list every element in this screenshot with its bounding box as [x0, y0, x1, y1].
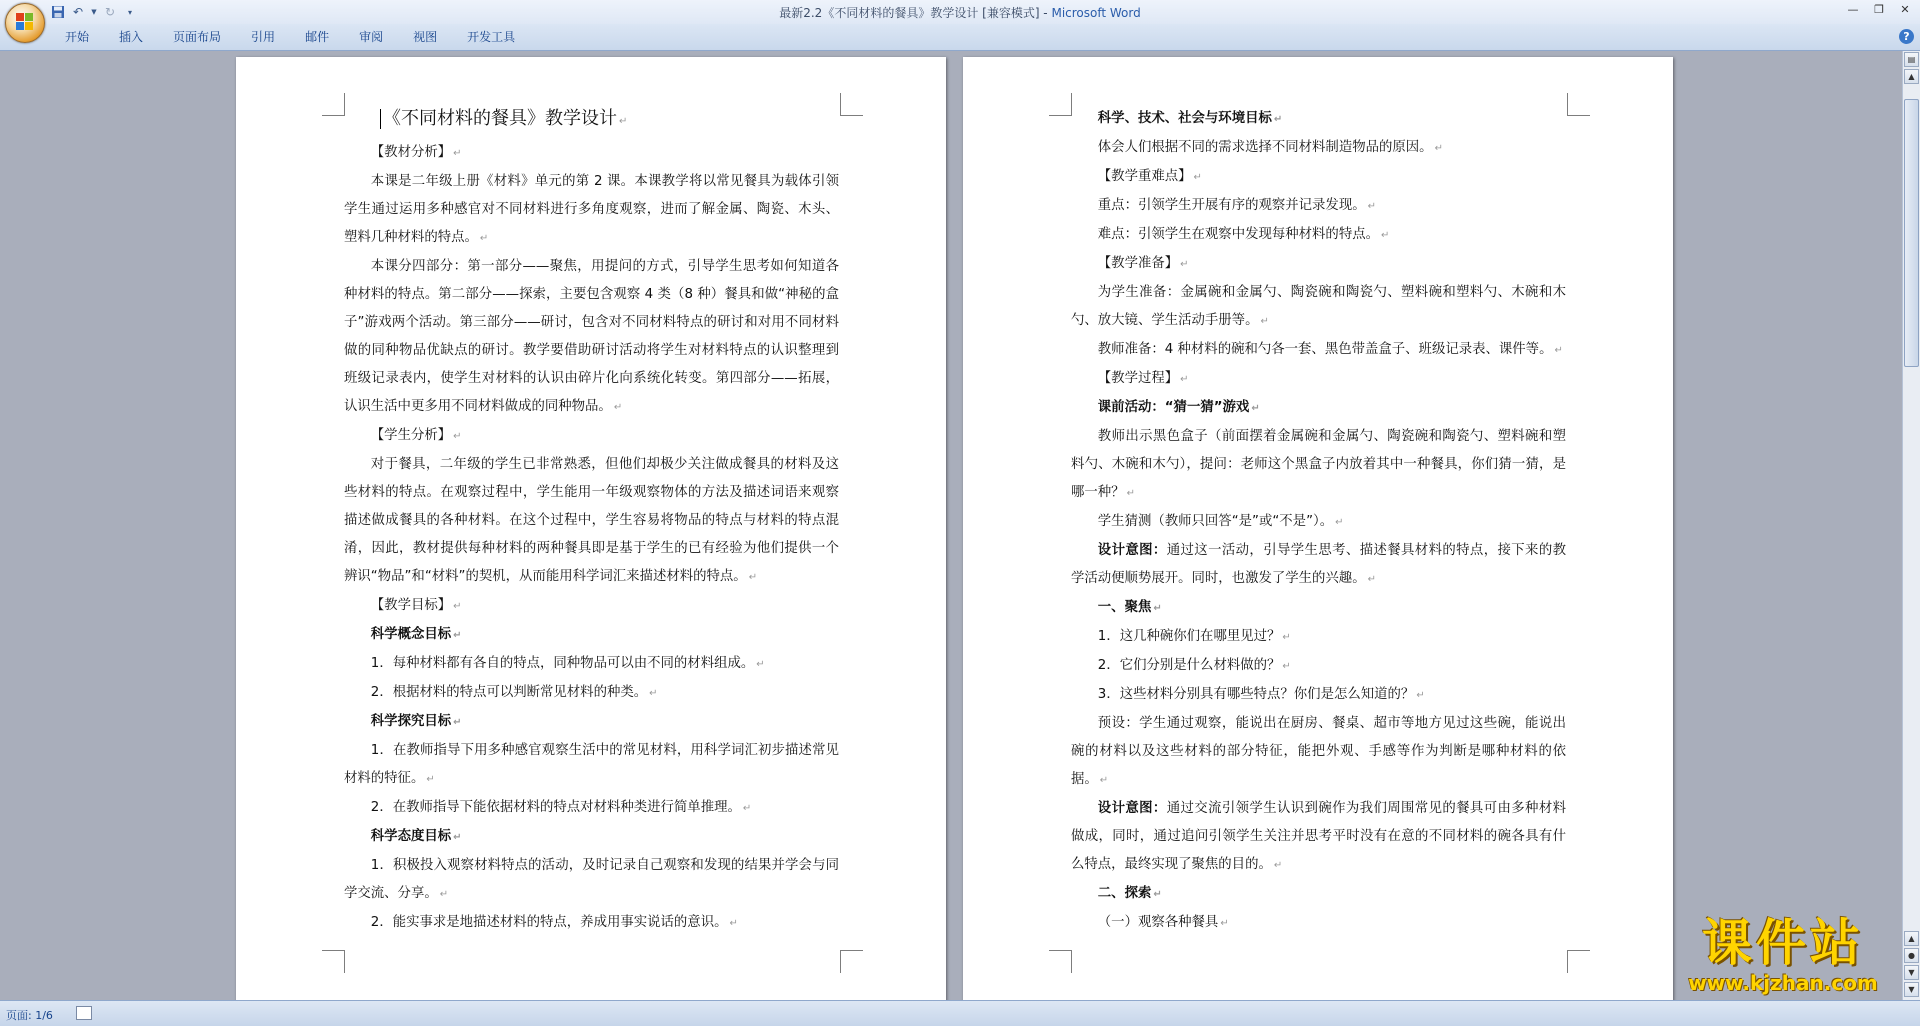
tab-insert[interactable]: 插入 — [119, 30, 144, 44]
office-button[interactable] — [5, 3, 45, 43]
subheading: 二、探索 ↵ — [1097, 886, 1162, 901]
page-2-text — [1071, 105, 1566, 938]
tab-developer[interactable]: 开发工具 — [467, 30, 516, 44]
list-item: 1．积极投入观察材料特点的活动，及时记录自己观察和发现的结果并学会与同学交流、分享。 ↵ — [344, 858, 839, 901]
paragraph: 设计意图：通过交流引领学生认识到碗作为我们周围常见的餐具可由多种材料做成，同时，通过追问引领学生关注并思考平时没有在意的不同材料的碗各具有什么特点，最终实现了聚焦的目的。 ↵ — [1071, 801, 1567, 872]
document-workspace — [0, 51, 1903, 1000]
paragraph: 设计意图：通过这一活动，引导学生思考、描述餐具材料的特点，接下来的教学活动便顺势展开。同时，也激发了学生的兴趣。 ↵ — [1071, 543, 1567, 586]
list-item: 2．在教师指导下能依据材料的特点对材料种类进行简单推理。 ↵ — [370, 800, 752, 815]
text-cursor — [380, 109, 381, 129]
watermark-url: www.kjzhan.com — [1688, 971, 1878, 995]
section-heading: 【学生分析】 ↵ — [370, 428, 462, 443]
paragraph: 重点：引领学生开展有序的观察并记录发现。 ↵ — [1097, 198, 1376, 213]
office-logo-icon — [16, 13, 34, 31]
undo-dropdown-icon[interactable]: ▼ — [91, 8, 97, 16]
list-item: 2．能实事求是地描述材料的特点，养成用事实说话的意识。 ↵ — [370, 915, 738, 930]
window-controls — [1840, 0, 1918, 18]
crop-mark — [1049, 93, 1072, 116]
section-heading: 【教学目标】 ↵ — [370, 598, 462, 613]
title-bar — [0, 0, 1920, 24]
scroll-down-icon[interactable]: ▼ — [1904, 982, 1919, 997]
section-heading: 【教材分析】 ↵ — [370, 145, 462, 160]
ribbon-tabs-bar — [0, 24, 1920, 51]
select-browse-object-icon[interactable]: ● — [1904, 948, 1919, 963]
redo-icon[interactable]: ↻ — [104, 5, 116, 19]
restore-icon[interactable]: ❐ — [1874, 2, 1884, 16]
ribbon-tabs — [50, 29, 530, 45]
document-heading-text: 《不同材料的餐具》教学设计 — [383, 108, 617, 129]
subheading: 一、聚焦 ↵ — [1097, 600, 1162, 615]
close-icon[interactable]: ✕ — [1900, 2, 1910, 16]
tab-view[interactable]: 视图 — [413, 30, 438, 44]
watermark-text: 课件站 — [1702, 914, 1864, 972]
paragraph: 学生猜测（教师只回答“是”或“不是”）。 ↵ — [1097, 514, 1344, 529]
document-heading: 《不同材料的餐具》教学设计 ↵ — [344, 102, 839, 139]
scroll-up-icon[interactable]: ▲ — [1904, 69, 1919, 84]
list-item: 2．它们分别是什么材料做的？ ↵ — [1097, 658, 1291, 673]
crop-mark — [1567, 950, 1590, 973]
list-item: 2．根据材料的特点可以判断常见材料的种类。 ↵ — [370, 685, 658, 700]
list-item: 1．每种材料都有各自的特点，同种物品可以由不同的材料组成。 ↵ — [370, 656, 765, 671]
paragraph: 教师准备：4 种材料的碗和勺各一套、黑色带盖盒子、班级记录表、课件等。 ↵ — [1097, 342, 1563, 357]
list-item: 3．这些材料分别具有哪些特点？你们是怎么知道的？ ↵ — [1097, 687, 1425, 702]
customize-toolbar-icon[interactable]: ▾ — [127, 7, 132, 17]
crop-mark — [1567, 93, 1590, 116]
paragraph: 教师出示黑色盒子（前面摆着金属碗和金属勺、陶瓷碗和陶瓷勺、塑料碗和塑料勺、木碗和木勺），提问：老师这个黑盒子内放着其中一种餐具，你们猜一猜，是哪一种？ ↵ — [1071, 429, 1566, 500]
crop-mark — [840, 93, 863, 116]
crop-mark — [1049, 950, 1072, 973]
vertical-scrollbar[interactable] — [1902, 51, 1920, 1000]
help-icon[interactable]: ? — [1899, 29, 1914, 44]
subheading: 课前活动：“猜一猜”游戏 ↵ — [1097, 400, 1260, 415]
document-page-2[interactable] — [963, 57, 1673, 1000]
ruler-toggle-icon[interactable]: ▤ — [1904, 52, 1919, 67]
subheading: 科学、技术、社会与环境目标 ↵ — [1097, 111, 1283, 126]
subheading: 科学探究目标 ↵ — [370, 714, 462, 729]
status-bar — [0, 1000, 1920, 1026]
subheading: 科学态度目标 ↵ — [370, 829, 462, 844]
paragraph: （一）观察各种餐具 ↵ — [1097, 915, 1229, 930]
section-heading: 【教学准备】 ↵ — [1097, 256, 1189, 271]
list-item: 1．这几种碗你们在哪里见过？ ↵ — [1097, 629, 1291, 644]
crop-mark — [322, 950, 345, 973]
section-heading: 【教学过程】 ↵ — [1097, 371, 1189, 386]
undo-icon[interactable]: ↶ — [72, 5, 84, 19]
paragraph: 难点：引领学生在观察中发现每种材料的特点。 ↵ — [1097, 227, 1390, 242]
section-heading: 【教学重难点】 ↵ — [1097, 169, 1202, 184]
paragraph: 预设：学生通过观察，能说出在厨房、餐桌、超市等地方见过这些碗，能说出碗的材料以及这些材料的部分特征，能把外观、手感等作为判断是哪种材料的依据。 ↵ — [1071, 716, 1566, 787]
tab-page-layout[interactable]: 页面布局 — [173, 30, 222, 44]
tab-references[interactable]: 引用 — [251, 30, 276, 44]
app-name: Microsoft Word — [1051, 6, 1141, 20]
crop-mark — [840, 950, 863, 973]
page-count[interactable]: 页面: 1/6 — [6, 1009, 53, 1022]
window-title — [0, 4, 1920, 21]
previous-page-icon[interactable]: ▲ — [1904, 931, 1919, 946]
next-page-icon[interactable]: ▼ — [1904, 965, 1919, 980]
paragraph: 本课是二年级上册《材料》单元的第 2 课。本课教学将以常见餐具为载体引领学生通过运用多种感官对不同材料进行多角度观察，进而了解金属、陶瓷、木头、塑料几种材料的特点。 ↵ — [344, 174, 839, 245]
proofing-icon[interactable] — [76, 1006, 92, 1020]
document-page-1[interactable] — [236, 57, 946, 1000]
paragraph: 对于餐具，二年级的学生已非常熟悉，但他们却极少关注做成餐具的材料及这些材料的特点。在观察过程中，学生能用一年级观察物体的方法及描述词语来观察描述做成餐具的各种材料。在这个过程中，学生容易将物品的特点与材料的特点混淆，因此，教材提供每种材料的两种餐具即是基于学生的已有经验为他们提供一个辨识“物品”和“材料”的契机，从而能用科学词汇来描述材料的特点。 ↵ — [344, 457, 839, 584]
crop-mark — [322, 93, 345, 116]
watermark-logo — [1670, 915, 1896, 995]
minimize-icon[interactable]: — — [1847, 2, 1859, 16]
paragraph: 体会人们根据不同的需求选择不同材料制造物品的原因。 ↵ — [1097, 140, 1443, 155]
page-1-text — [344, 102, 839, 938]
tab-home[interactable]: 开始 — [65, 30, 90, 44]
document-title: 最新2.2《不同材料的餐具》教学设计 [兼容模式] - — [779, 6, 1052, 20]
paragraph: 本课分四部分：第一部分——聚焦，用提问的方式，引导学生思考如何知道各种材料的特点。第二部分——探索，主要包含观察 4 类（8 种）餐具和做“神秘的盒子”游戏两个活动。第三部分——研讨，包含对不同材料特点的研讨和对用不同材料做的同种物品优缺点的研讨。教学要借助研讨活动将学生对材料特点的认识整理到班级记录表内，使学生对材料的认识由碎片化向系统化转变。第四部分——拓展，认识生活中更多用不同材料做成的同种物品。 ↵ — [344, 259, 839, 414]
paragraph: 为学生准备：金属碗和金属勺、陶瓷碗和陶瓷勺、塑料碗和塑料勺、木碗和木勺、放大镜、学生活动手册等。 ↵ — [1071, 285, 1566, 328]
tab-mailings[interactable]: 邮件 — [305, 30, 330, 44]
scroll-thumb[interactable] — [1904, 99, 1919, 367]
list-item: 1．在教师指导下用多种感官观察生活中的常见材料，用科学词汇初步描述常见材料的特征。 ↵ — [344, 743, 839, 786]
tab-review[interactable]: 审阅 — [359, 30, 384, 44]
subheading: 科学概念目标 ↵ — [370, 627, 462, 642]
